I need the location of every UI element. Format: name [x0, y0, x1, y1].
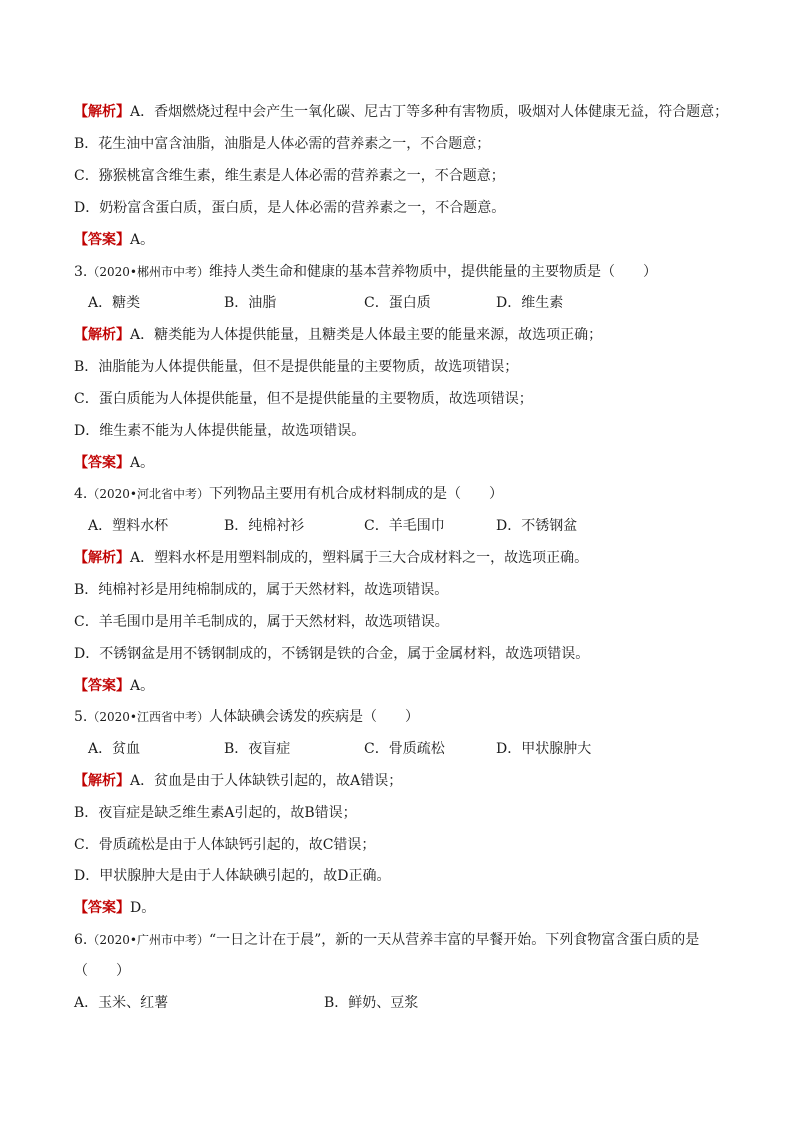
q2-analysis-line-a: 【解析】A．香烟燃烧过程中会产生一氧化碳、尼古丁等多种有害物质，吸烟对人体健康无益，符合题意； — [74, 104, 729, 120]
q3-option-a: A．糖类 — [88, 295, 141, 311]
q3-option-d: D．维生素 — [496, 295, 564, 311]
q3-analysis-line-b: B．油脂能为人体提供能量，但不是提供能量的主要物质，故选项错误； — [74, 359, 519, 375]
q3-analysis-line-c: C．蛋白质能为人体提供能量，但不是提供能量的主要物质，故选项错误； — [74, 391, 533, 407]
q5-analysis-line-d: D．甲状腺肿大是由于人体缺碘引起的，故D正确。 — [74, 868, 391, 884]
q6-option-b: B．鲜奶、豆浆 — [324, 995, 419, 1011]
q4-answer: 【答案】A。 — [74, 678, 155, 694]
q6-option-a: A．玉米、红薯 — [74, 995, 169, 1011]
q2-answer: 【答案】A。 — [74, 232, 155, 248]
analysis-tag: 【解析】 — [74, 104, 130, 120]
q3-analysis-line-d: D．维生素不能为人体提供能量，故选项错误。 — [74, 423, 366, 439]
q5-source: （2020•江西省中考） — [87, 710, 209, 724]
q5-analysis-line-a: 【解析】A．贫血是由于人体缺铁引起的，故A错误； — [74, 773, 403, 789]
q3-analysis-line-a: 【解析】A．糖类能为人体提供能量，且糖类是人体最主要的能量来源，故选项正确； — [74, 327, 603, 343]
q5-stem: 5.（2020•江西省中考）人体缺碘会诱发的疾病是（ ） — [74, 709, 419, 725]
q2-analysis-line-d: D．奶粉富含蛋白质，蛋白质，是人体必需的营养素之一，不合题意。 — [74, 200, 506, 216]
q2-analysis-line-c: C．猕猴桃富含维生素，维生素是人体必需的营养素之一，不合题意； — [74, 168, 505, 184]
q5-option-b: B．夜盲症 — [224, 741, 291, 757]
q4-analysis-line-d: D．不锈钢盆是用不锈钢制成的，不锈钢是铁的合金，属于金属材料，故选项错误。 — [74, 646, 590, 662]
q4-analysis-line-a: 【解析】A．塑料水杯是用塑料制成的，塑料属于三大合成材料之一，故选项正确。 — [74, 550, 589, 566]
q3-source: （2020•郴州市中考） — [87, 265, 209, 279]
q3-answer: 【答案】A。 — [74, 455, 155, 471]
q5-analysis-line-b: B．夜盲症是缺乏维生素A引起的，故B错误； — [74, 805, 357, 821]
answer-tag: 【答案】 — [74, 232, 130, 248]
q2-analysis-line-b: B．花生油中富含油脂，油脂是人体必需的营养素之一，不合题意； — [74, 136, 491, 152]
q3-option-c: C．蛋白质 — [364, 295, 431, 311]
q6-stem-cont: （ ） — [74, 963, 130, 979]
q4-stem: 4.（2020•河北省中考）下列物品主要用有机合成材料制成的是（ ） — [74, 486, 503, 502]
q4-analysis-line-b: B．纯棉衬衫是用纯棉制成的，属于天然材料，故选项错误。 — [74, 582, 449, 598]
q4-source: （2020•河北省中考） — [87, 487, 209, 501]
q3-option-b: B．油脂 — [224, 295, 277, 311]
q5-answer: 【答案】D。 — [74, 900, 156, 916]
q5-option-c: C．骨质疏松 — [364, 741, 445, 757]
q5-option-a: A．贫血 — [88, 741, 141, 757]
q4-option-d: D．不锈钢盆 — [496, 518, 578, 534]
q5-option-d: D．甲状腺肿大 — [496, 741, 592, 757]
q4-option-c: C．羊毛围巾 — [364, 518, 445, 534]
q3-stem: 3.（2020•郴州市中考）维持人类生命和健康的基本营养物质中，提供能量的主要物质是（ ） — [74, 264, 657, 280]
q5-analysis-line-c: C．骨质疏松是由于人体缺钙引起的，故C错误； — [74, 837, 376, 853]
q6-source: （2020•广州市中考） — [87, 933, 209, 947]
q4-analysis-line-c: C．羊毛围巾是用羊毛制成的，属于天然材料，故选项错误。 — [74, 614, 449, 630]
q6-stem: 6.（2020•广州市中考）“一日之计在于晨”，新的一天从营养丰富的早餐开始。下列食物富含蛋白质的是 — [74, 932, 700, 948]
q4-option-a: A．塑料水杯 — [88, 518, 169, 534]
q4-option-b: B．纯棉衬衫 — [224, 518, 305, 534]
